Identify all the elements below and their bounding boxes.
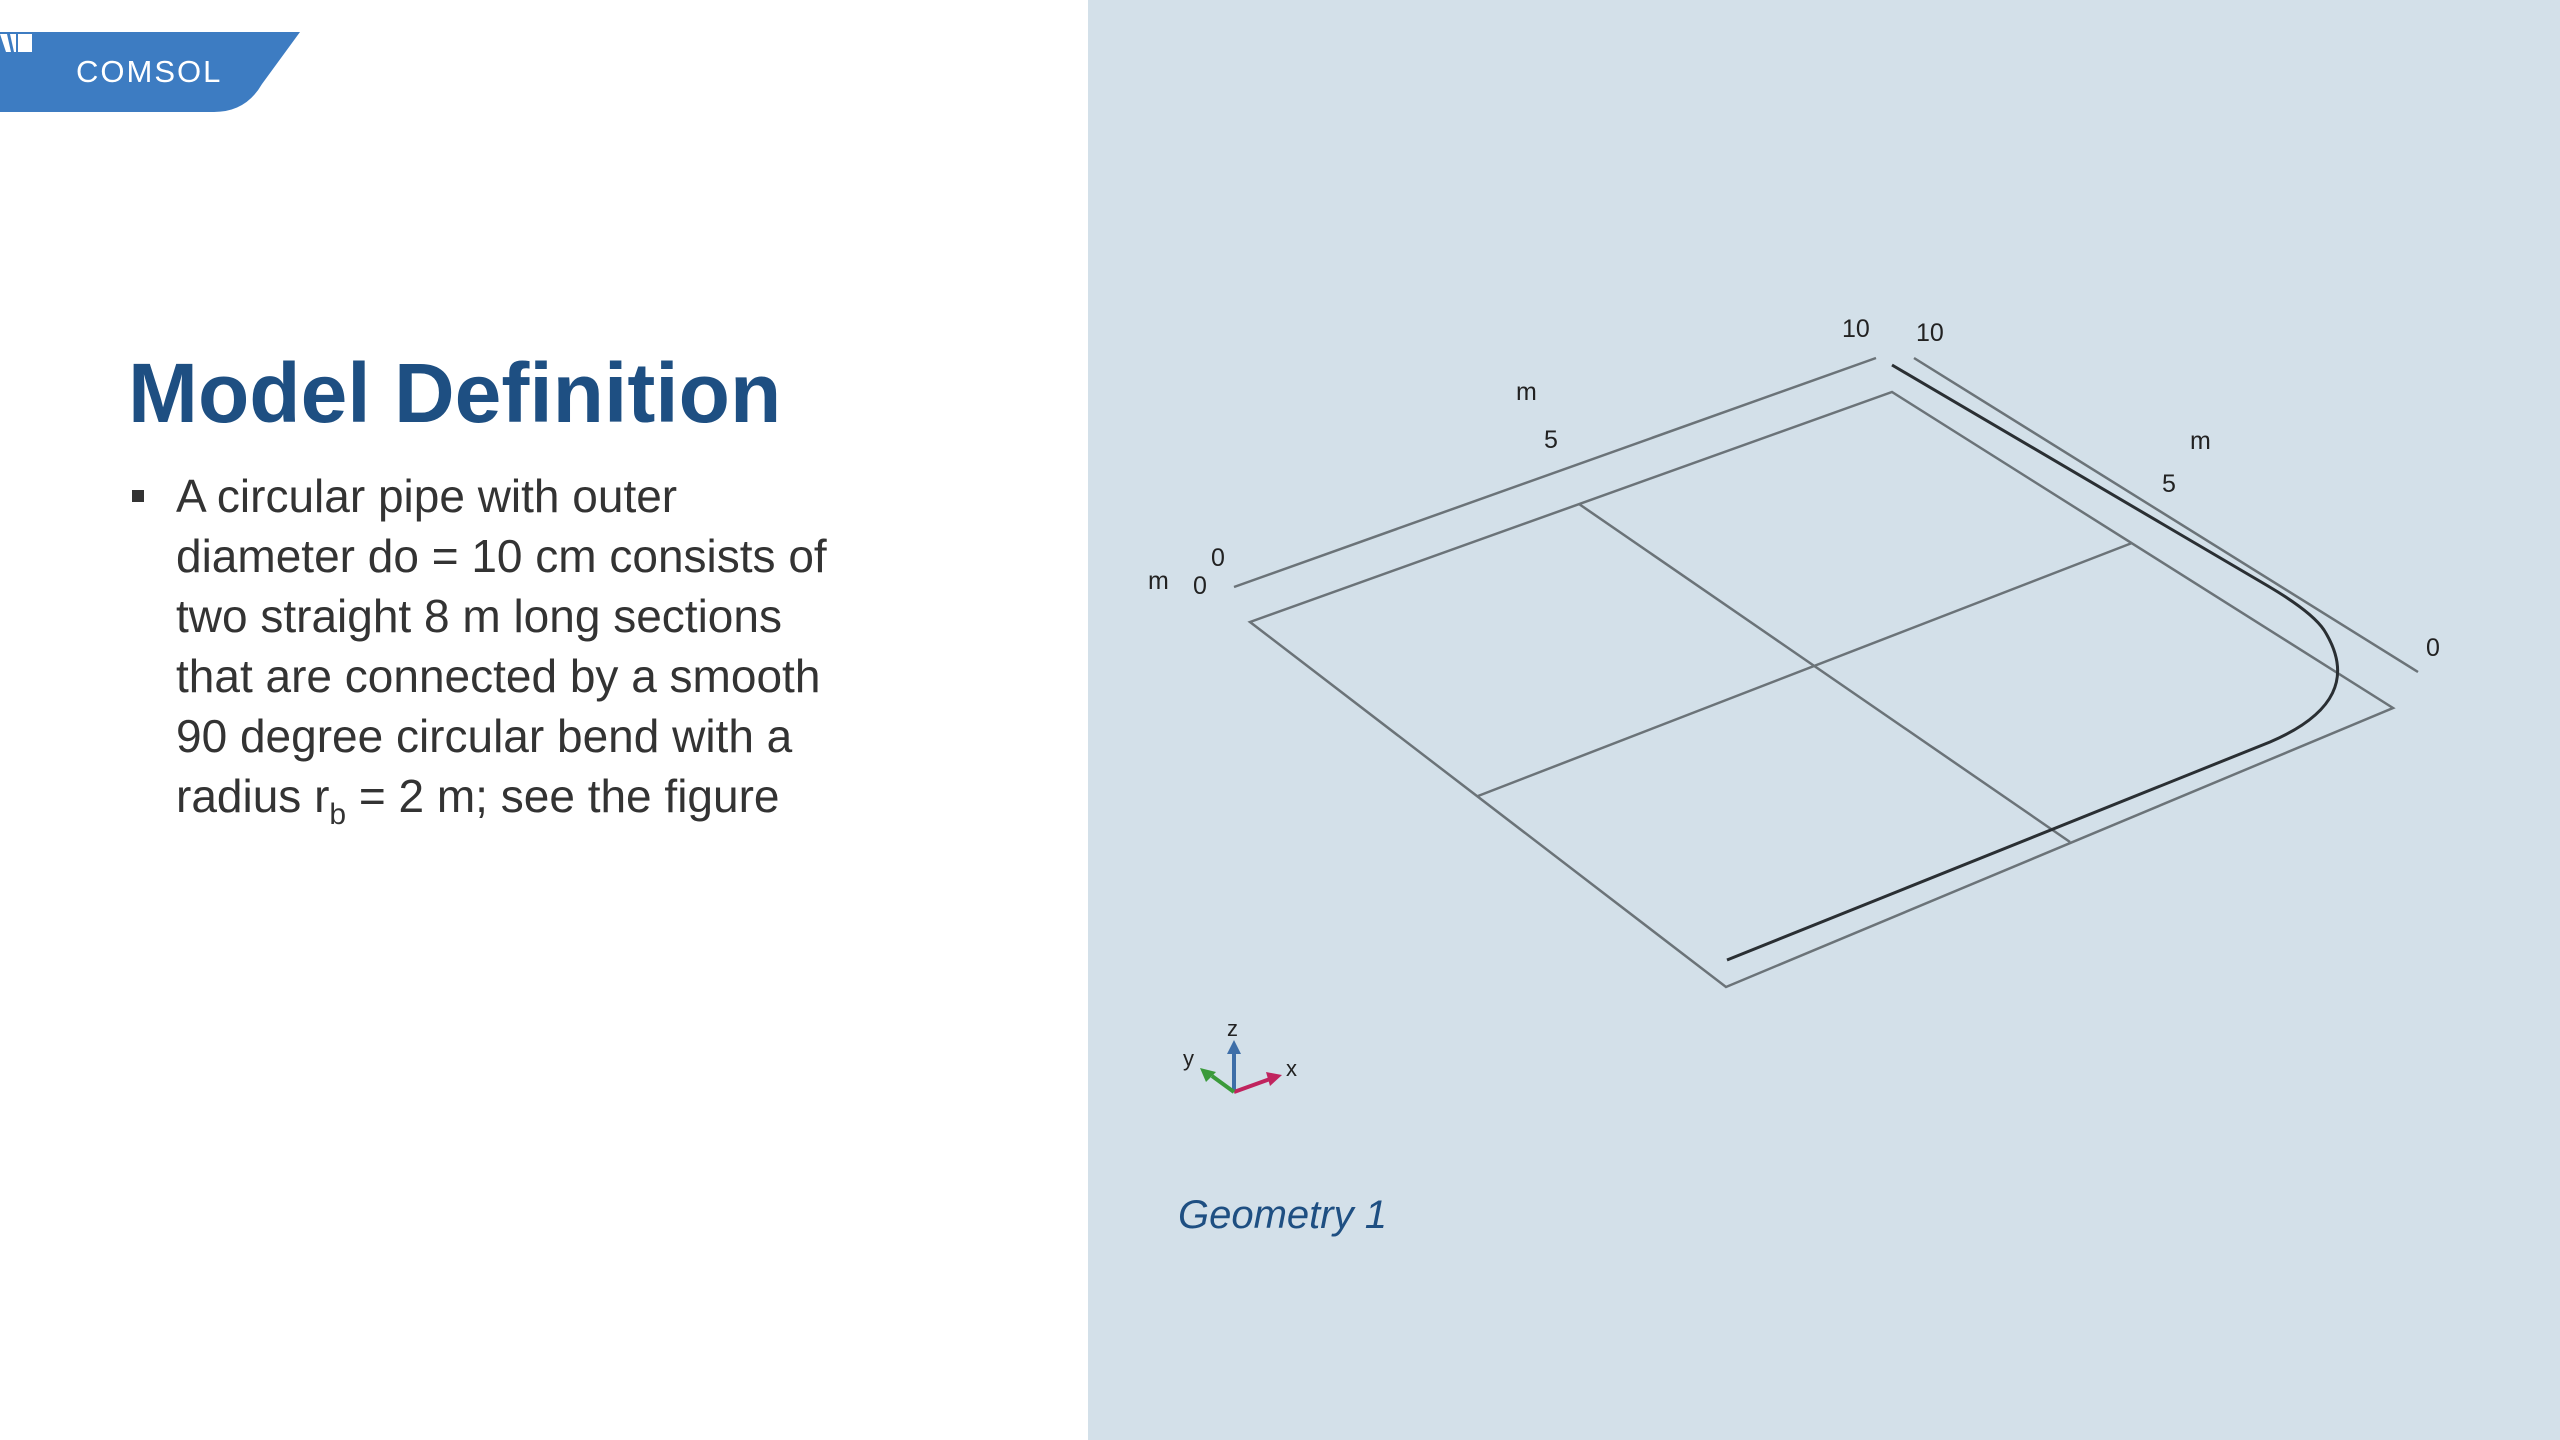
grid-line-vertical	[1579, 504, 2070, 842]
bullet-line: that are connected by a smooth	[176, 650, 821, 702]
comsol-logo-mark-icon	[0, 32, 36, 54]
slide-title: Model Definition	[128, 346, 782, 440]
x-axis-tick: 5	[1544, 426, 1558, 454]
triad-z-label: z	[1227, 1016, 1238, 1041]
bullet-item	[128, 466, 888, 831]
figure-caption: Geometry 1	[1178, 1193, 1387, 1237]
bullet-text-radius: radius r	[176, 770, 330, 822]
triad-x-label: x	[1286, 1056, 1297, 1081]
x-axis-tick: 0	[1211, 544, 1225, 572]
x-axis-unit: m	[1516, 378, 1537, 406]
left-axis-tick: 0	[1193, 572, 1207, 600]
bullet-square-icon	[132, 490, 144, 502]
triad-z-arrow-icon	[1227, 1040, 1241, 1054]
pipe-centerline	[1727, 365, 2338, 960]
triad-x-arrow-icon	[1266, 1072, 1282, 1086]
triad-y-axis	[1212, 1076, 1234, 1092]
y-axis-tick: 0	[2426, 634, 2440, 662]
y-axis-tick: 5	[2162, 470, 2176, 498]
x-axis-tick: 10	[1842, 315, 1870, 343]
y-axis-line	[1914, 358, 2418, 672]
y-axis-unit: m	[2190, 427, 2211, 455]
comsol-logo	[0, 32, 300, 112]
triad-y-label: y	[1183, 1046, 1194, 1071]
bullet-text-end: = 2 m; see the figure	[346, 770, 780, 822]
grid-plane-outline	[1250, 392, 2393, 987]
x-axis-line	[1234, 358, 1876, 587]
left-axis-unit: m	[1148, 567, 1169, 595]
bullet-line: two straight 8 m long sections	[176, 590, 782, 642]
bullet-subscript: b	[329, 798, 347, 831]
triad-x-axis	[1234, 1079, 1270, 1092]
grid-line-horizontal	[1478, 543, 2132, 796]
bullet-line: 90 degree circular bend with a	[176, 710, 793, 762]
logo-text: COMSOL	[76, 54, 223, 89]
bullet-line: A circular pipe with outer	[176, 470, 678, 522]
y-axis-tick: 10	[1916, 319, 1944, 347]
bullet-line-last	[176, 766, 888, 831]
bullet-list	[128, 466, 888, 831]
text-panel	[0, 0, 1088, 1440]
bullet-line: diameter do = 10 cm consists of	[176, 530, 827, 582]
coordinate-triad	[1183, 1016, 1297, 1092]
